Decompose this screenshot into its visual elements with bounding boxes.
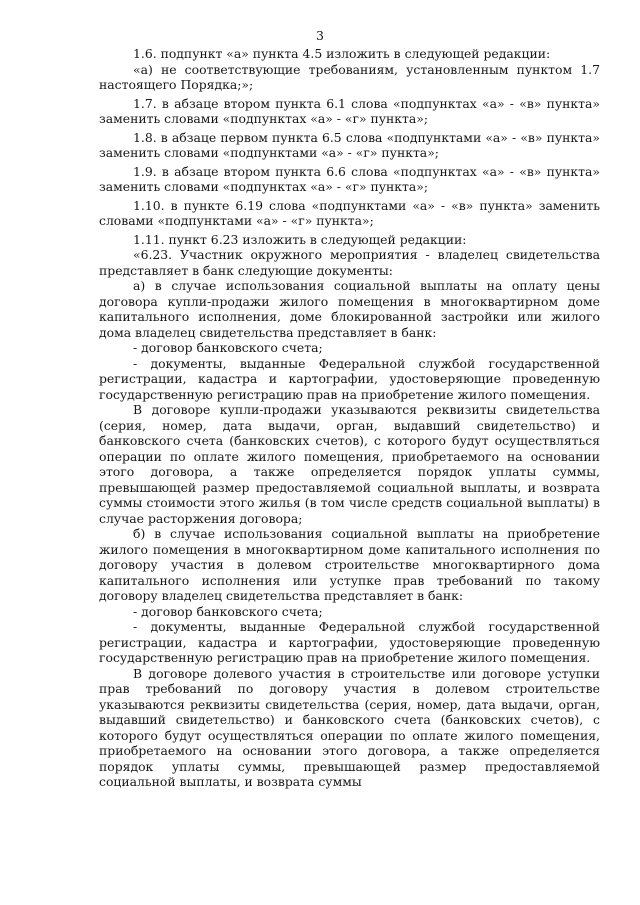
page-number: 3 [316,28,324,43]
paragraph-6-23: «6.23. Участник окружного мероприятия - владелец свидетельства представляет в банк следующие документы: [99,247,600,278]
paragraph-1-7: 1.7. в абзаце втором пункта 6.1 слова «подпунктах «а» - «в» пункта» заменить словами «подпунктах «а» - «г» пункта»; [99,95,600,126]
paragraph-subitem-b: б) в случае использования социальной выплаты на приобретение жилого помещения в многоквартирном доме капитального исполнения по договору участия в долевом строительстве многоквартирного дома капитального исполнения или уступке прав требований по такому договору владелец свидетельства представляет в банк: [99,526,600,603]
list-item-documents-b: - документы, выданные Федеральной службой государственной регистрации, кадастра и картографии, удостоверяющие проведенную государственную регистрацию прав на приобретение жилого помещения. [99,619,600,665]
paragraph-1-6: 1.6. подпункт «а» пункта 4.5 изложить в следующей редакции: [133,46,551,61]
list-item-bank-agreement-b: - договор банковского счета; [133,603,323,619]
document-body [99,46,600,790]
paragraph-1-9: 1.9. в абзаце втором пункта 6.6 слова «подпунктах «а» - «в» пункта» заменить словами «подпунктах «а» - «г» пункта»; [99,163,600,194]
paragraph-1-6-text: «а) не соответствующие требованиям, установленным пунктом 1.7 настоящего Порядка;»; [99,61,600,92]
paragraph-sale-agreement: В договоре купли-продажи указываются реквизиты свидетельства (серия, номер, дата выдачи, орган, выдавший свидетельство) и банковского счета (банковских счетов), с которого будут осуществляться операции по оплате жилого помещения, приобретаемого на основании этого договора, а также определяется порядок уплаты суммы, превышающей размер предоставляемой социальной выплаты, и возврата суммы стоимости этого жилья (в том числе средств социальной выплаты) в случае расторжения договора; [99,402,600,526]
list-item-bank-agreement-a: - договор банковского счета; [133,340,323,355]
paragraph-1-10: 1.10. в пункте 6.19 слова «подпунктами «а» - «в» пункта» заменить словами «подпунктами «а» - «г» пункта»; [99,197,600,228]
paragraph-1-8: 1.8. в абзаце первом пункта 6.5 слова «подпунктами «а» - «в» пункта» заменить словами «подпунктами «а» - «г» пункта»; [99,129,600,160]
paragraph-shared-construction: В договоре долевого участия в строительстве или договоре уступки прав требований по договору участия в долевом строительстве указываются реквизиты свидетельства (серия, номер, дата выдачи, орган, выдавший свидетельство) и банковского счета (банковских счетов), с которого будут осуществляться операции по оплате жилого помещения, приобретаемого на основании этого договора, а также определяется порядок уплаты суммы, превышающей размер предоставляемой социальной выплаты, и возврата суммы [99,665,600,789]
paragraph-1-11: 1.11. пункт 6.23 изложить в следующей редакции: [133,231,467,247]
paragraph-subitem-a: а) в случае использования социальной выплаты на оплату цены договора купли-продажи жилого помещения в многоквартирном доме капитального исполнения, доме блокированной застройки или жилого дома владелец свидетельства представляет в банк: [99,278,600,340]
list-item-documents-a: - документы, выданные Федеральной службой государственной регистрации, кадастра и картографии, удостоверяющие проведенную государственную регистрацию прав на приобретение жилого помещения. [99,355,600,402]
